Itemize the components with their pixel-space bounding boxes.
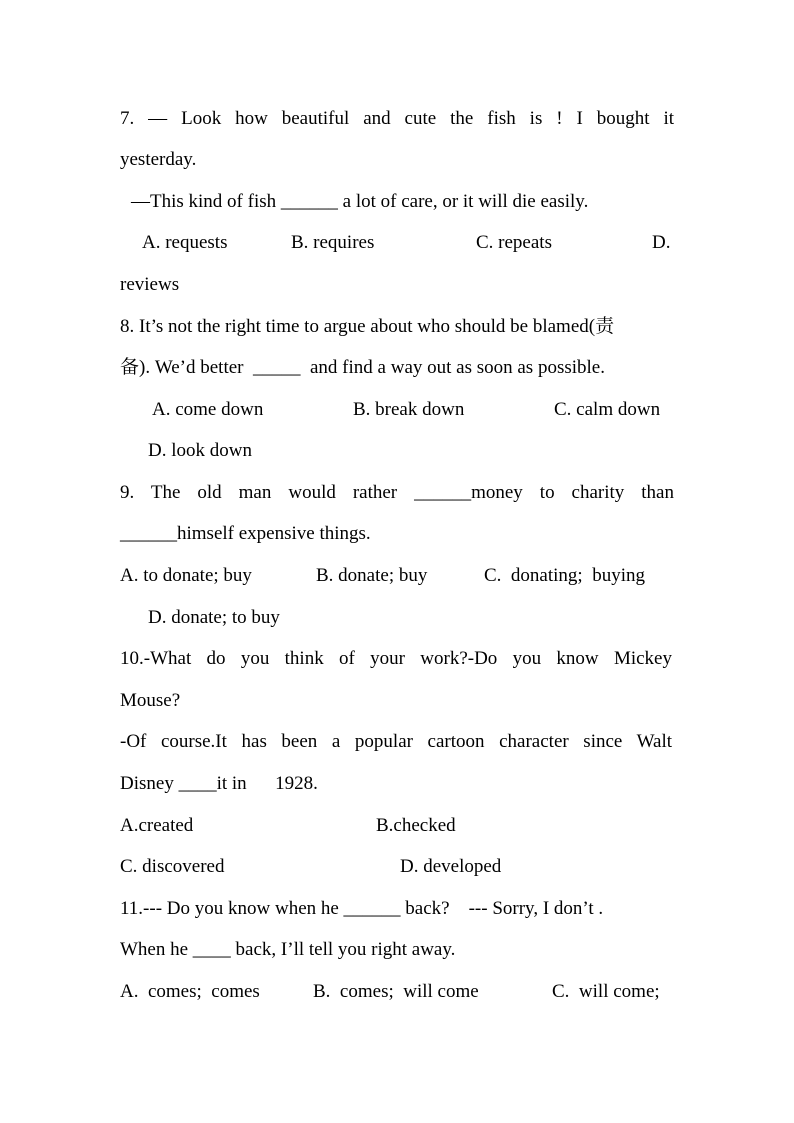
question-10-option-b: B.checked <box>376 815 456 836</box>
question-8-option-a: A. come down <box>152 399 264 420</box>
question-11-stem-line-2: When he ____ back, I’ll tell you right away. <box>120 939 456 960</box>
question-10-stem-line-4: Disney ____it in 1928. <box>120 773 318 794</box>
question-7-stem-line-1: 7. — Look how beautiful and cute the fish is ! I bought it <box>120 108 674 129</box>
question-8-stem-line-1: 8. It’s not the right time to argue about who should be blamed(责 <box>120 316 615 337</box>
question-10-option-a: A.created <box>120 815 194 836</box>
question-10-option-c: C. discovered <box>120 856 225 877</box>
question-7-option-b: B. requires <box>291 232 375 253</box>
question-9-option-a: A. to donate; buy <box>120 565 252 586</box>
question-10-stem-line-3: -Of course.It has been a popular cartoon character since Walt <box>120 731 672 752</box>
question-11-option-c: C. will come; <box>552 981 660 1002</box>
question-9-stem-line-1: 9. The old man would rather ______money to charity than <box>120 482 674 503</box>
question-7-option-d-text: reviews <box>120 274 180 295</box>
question-8-option-b: B. break down <box>353 399 465 420</box>
question-10-option-d: D. developed <box>400 856 502 877</box>
question-7-stem-line-2: yesterday. <box>120 149 197 170</box>
question-9-option-b: B. donate; buy <box>316 565 428 586</box>
question-8-option-d: D. look down <box>148 440 252 461</box>
question-7-option-d-prefix: D. <box>652 232 671 253</box>
question-9-option-d: D. donate; to buy <box>148 607 280 628</box>
question-10-stem-line-2: Mouse? <box>120 690 181 711</box>
question-9-option-c: C. donating; buying <box>484 565 645 586</box>
question-11-option-a: A. comes; comes <box>120 981 260 1002</box>
question-7-stem-line-3: —This kind of fish ______ a lot of care, or it will die easily. <box>131 191 589 212</box>
question-9-stem-line-2: ______himself expensive things. <box>120 523 371 544</box>
question-8-option-c: C. calm down <box>554 399 661 420</box>
question-8-stem-line-2: 备). We’d better _____ and find a way out as soon as possible. <box>120 357 605 378</box>
question-11-stem-line-1: 11.--- Do you know when he ______ back? --- Sorry, I don’t . <box>120 898 604 919</box>
question-10-stem-line-1: 10.-What do you think of your work?-Do you know Mickey <box>120 648 672 669</box>
question-7-option-a: A. requests <box>142 232 228 253</box>
question-11-option-b: B. comes; will come <box>313 981 479 1002</box>
question-7-option-c: C. repeats <box>476 232 552 253</box>
